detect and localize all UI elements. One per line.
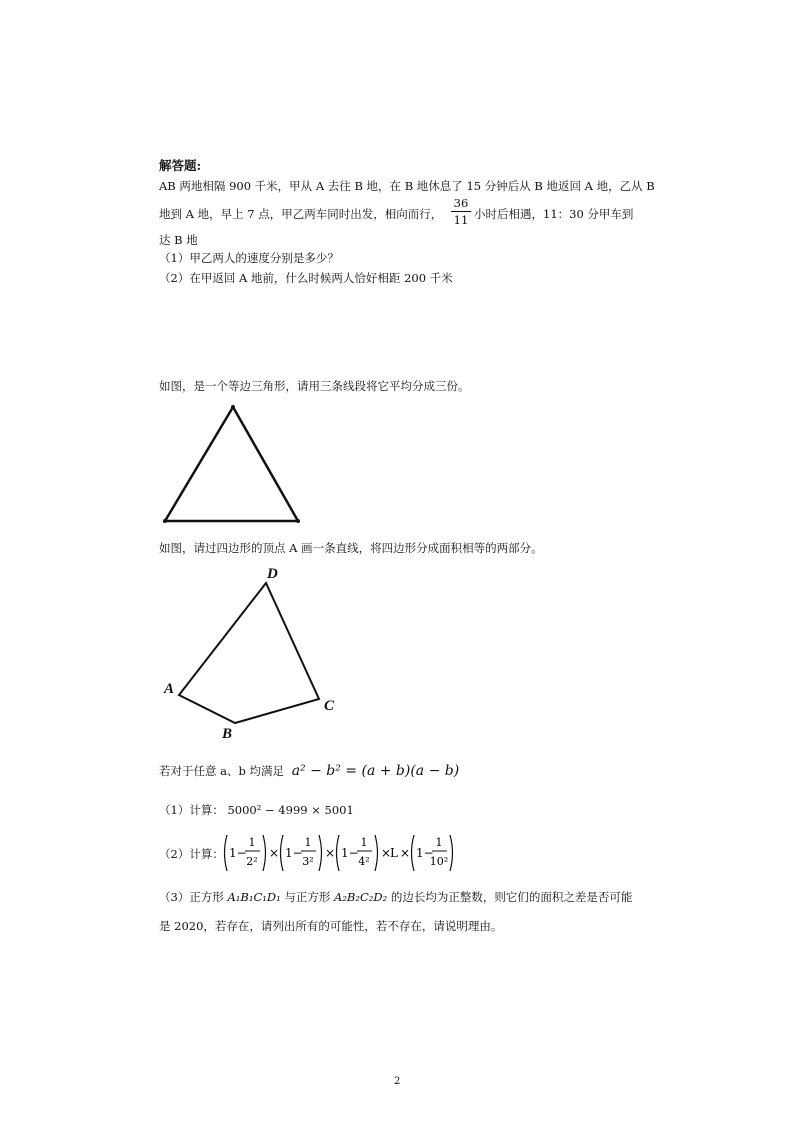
q4-part3-intro: （3）正方形 — [159, 890, 224, 904]
q1-line2b: 小时后相遇，11：30 分甲车到 — [474, 207, 634, 221]
q4-part3-mid: 与正方形 — [284, 890, 331, 904]
fraction-denominator-3: 10² — [429, 855, 449, 868]
close-paren-0 — [263, 835, 266, 871]
bracket-one-minus-2: 1− — [341, 846, 359, 860]
triangle-vertex-top — [231, 405, 235, 409]
fraction-bar — [451, 211, 471, 212]
quadrilateral-figure — [155, 560, 355, 745]
q4-intro-text: 若对于任意 a、b 均满足 — [159, 764, 285, 778]
q1-part2: （2）在甲返回 A 地前，什么时候两人恰好相距 200 千米 — [159, 271, 453, 285]
fraction-numerator-1: 1 — [304, 836, 312, 849]
q1-fraction-denominator: 11 — [453, 213, 469, 227]
fraction-numerator-2: 1 — [360, 836, 368, 849]
q4-part3-line2: 是 2020，若存在，请列出所有的可能性，若不存在，请说明理由。 — [159, 919, 503, 933]
q1-line3: 达 B 地 — [159, 233, 198, 247]
close-paren-1 — [319, 835, 322, 871]
q4-part1 — [159, 802, 354, 818]
q1-part1: （1）甲乙两人的速度分别是多少？ — [159, 251, 339, 265]
q3-text: 如图，请过四边形的顶点 A 画一条直线，将四边形分成面积相等的两部分。 — [159, 541, 543, 555]
times-sign-2: × — [381, 846, 392, 860]
section-title: 解答题: — [159, 158, 202, 173]
vertex-label-c: C — [324, 698, 335, 714]
vertex-label-b: B — [222, 726, 233, 742]
open-paren-0 — [225, 835, 228, 871]
bracket-one-minus-0: 1− — [229, 846, 247, 860]
quadrilateral-shape — [179, 583, 319, 723]
q4-identity-formula: a² − b² = (a + b)(a − b) — [291, 763, 460, 779]
q4-part2-label: （2）计算： — [159, 847, 224, 861]
close-paren-2 — [375, 835, 378, 871]
triangle-vertex-left — [163, 519, 167, 523]
fraction-denominator-0: 2² — [246, 855, 258, 868]
q4-part2-product — [220, 832, 480, 874]
q2-text: 如图，是一个等边三角形，请用三条线段将它平均分成三份。 — [159, 379, 470, 393]
square-1-name: A₁B₁C₁D₁ — [227, 890, 281, 904]
triangle-shape — [165, 407, 298, 521]
fraction-numerator-0: 1 — [248, 836, 256, 849]
q4-part3-rest: 的边长均为正整数，则它们的面积之差是否可能 — [390, 890, 633, 904]
open-paren-2 — [337, 835, 340, 871]
q4-part1-label: （1）计算： — [159, 803, 224, 817]
times-sign-1: × — [325, 846, 336, 860]
q1-fraction — [451, 196, 471, 227]
q4-part1-expression: 5000² − 4999 × 5001 — [227, 803, 354, 817]
fraction-denominator-2: 4² — [358, 855, 370, 868]
q1-fraction-numerator: 36 — [453, 196, 469, 210]
open-paren-1 — [281, 835, 284, 871]
fraction-denominator-1: 3² — [302, 855, 314, 868]
q4-intro — [159, 763, 459, 779]
square-2-name: A₂B₂C₂D₂ — [334, 890, 388, 904]
q1-line1: AB 两地相隔 900 千米，甲从 A 去往 B 地，在 B 地休息了 15 分钟后从 B 地返回 A 地，乙从 B — [159, 179, 655, 193]
page-number: 2 — [394, 1076, 401, 1087]
triangle-vertex-right — [296, 519, 300, 523]
times-sign-0: × — [269, 846, 280, 860]
q4-part3-line1 — [159, 889, 632, 905]
product-terms — [225, 835, 453, 871]
bracket-one-minus-3: 1− — [416, 846, 434, 860]
vertex-label-a: A — [164, 681, 175, 697]
fraction-numerator-3: 1 — [435, 836, 443, 849]
open-paren-3 — [412, 835, 415, 871]
close-paren-3 — [450, 835, 453, 871]
ellipsis-symbol: L — [390, 846, 398, 860]
times-sign-3: × — [400, 846, 411, 860]
q1-line2a: 地到 A 地，早上 7 点，甲乙两车同时出发，相向而行， — [159, 207, 443, 221]
bracket-one-minus-1: 1− — [285, 846, 303, 860]
equilateral-triangle-figure — [155, 400, 310, 530]
vertex-label-d: D — [267, 566, 278, 582]
